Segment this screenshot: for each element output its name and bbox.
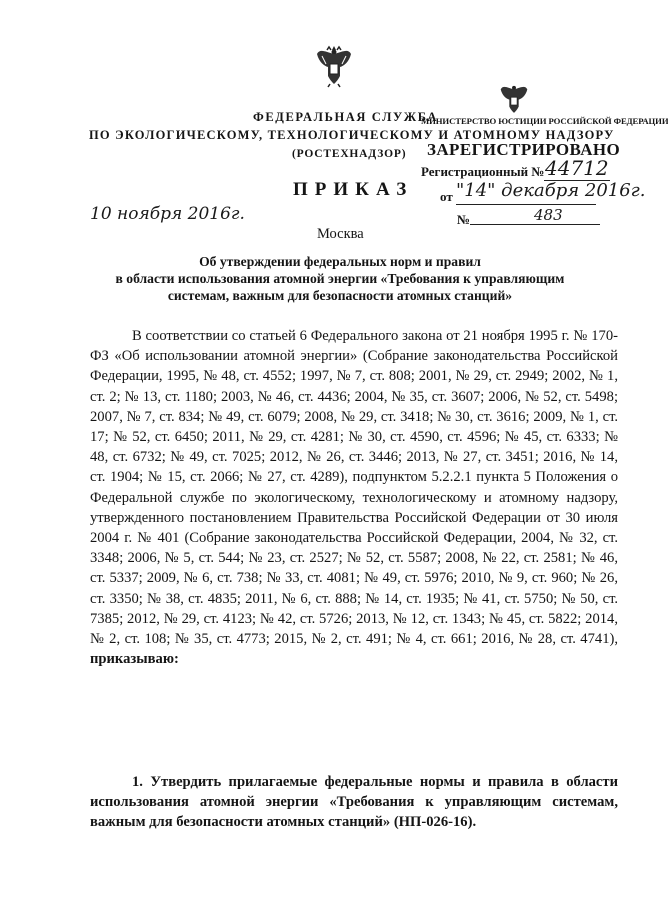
stamp-from-label: от <box>440 189 453 204</box>
stamp-reg-label: Регистрационный № <box>421 164 545 179</box>
order-number: 483 <box>534 206 563 224</box>
para2-text: 1. Утвердить прилагаемые федеральные нормы и правила в области использования атомной энергии «Требования к управляющим системам, важным для безопасности атомных станций» (НП-026-16). <box>90 774 618 831</box>
body-paragraph-1 <box>90 326 618 669</box>
stamp-registered: ЗАРЕГИСТРИРОВАНО <box>427 140 621 159</box>
agency-name-line2: ПО ЭКОЛОГИЧЕСКОМУ, ТЕХНОЛОГИЧЕСКОМУ И АТОМНОМУ НАДЗОРУ <box>89 128 615 142</box>
title-line-1: Об утверждении федеральных норм и правил <box>199 254 481 269</box>
stamp-reg-date: "14" декабря 2016г. <box>456 180 646 201</box>
stamp-reg-number: 44712 <box>545 156 609 180</box>
reg-date-underline <box>456 204 596 205</box>
doc-type-title: ПРИКАЗ <box>293 179 414 200</box>
city: Москва <box>317 226 364 242</box>
order-number-label: № <box>457 212 471 227</box>
stamp-ministry: МИНИСТЕРСТВО ЮСТИЦИИ РОССИЙСКОЙ ФЕДЕРАЦИИ <box>421 116 668 126</box>
order-number-underline <box>470 224 600 225</box>
order-date: 10 ноября 2016г. <box>90 204 245 224</box>
stamp-emblem <box>497 80 531 116</box>
order-title <box>90 253 590 304</box>
para1-text: В соответствии со статьей 6 Федерального закона от 21 ноября 1995 г. № 170-ФЗ «Об использовании атомной энергии» (Собрание законодательства Российской Федерации, 1995, № 48, ст. 4552; 1997, № 7, ст. 808; 2001, № 29, ст. 2949; 2002, № 1, ст. 2; № 13, ст. 1180; 2003, № 46, ст. 4436; 2004, № 35, ст. 3607; 2006, № 52, ст. 5498; 2007, № 7, ст. 834; № 49, ст. 6079; 2008, № 29, ст. 3418; № 30, ст. 3616; 2009, № 1, ст. 17; № 52, ст. 6450; 2011, № 29, ст. 4281; № 30, ст. 4590, ст. 4596; № 45, ст. 6333; № 48, ст. 6732; № 49, ст. 7025; 2012, № 26, ст. 3446; 2013, № 27, ст. 3451; 2016, № 14, ст. 1904; № 15, ст. 2066; № 27, ст. 4289), подпунктом 5.2.2.1 пункта 5 Положения о Федеральной службе по экологическому, технологическому и атомному надзору, утвержденного постановлением Правительства Российской Федерации от 30 июля 2004 г. № 401 (Собрание законодательства Российской Федерации, 2004, № 32, ст. 3348; 2006, № 5, ст. 544; № 23, ст. 2527; № 52, ст. 5587; 2008, № 22, ст. 2581; № 46, ст. 5337; 2009, № 6, ст. 738; № 33, ст. 4081; № 49, ст. 5976; 2010, № 9, ст. 960; № 26, ст. 3350; № 38, ст. 4835; 2011, № 6, ст. 888; № 14, ст. 1935; № 41, ст. 5750; № 50, ст. 7385; 2012, № 29, ст. 4123; № 42, ст. 5726; 2013, № 12, ст. 1343; № 45, ст. 5822; 2014, № 2, ст. 108; № 35, ст. 4773; 2015, № 2, ст. 491; № 4, ст. 661; 2016, № 28, ст. 4741), <box>90 328 618 648</box>
agency-short-name: (РОСТЕХНАДЗОР) <box>292 148 407 160</box>
agency-name-line1: ФЕДЕРАЛЬНАЯ СЛУЖБА <box>253 110 439 124</box>
title-line-2: в области использования атомной энергии «Требования к управляющим <box>115 271 565 286</box>
title-line-3: системам, важным для безопасности атомных станций» <box>167 288 513 303</box>
para1-command: приказываю: <box>90 651 179 668</box>
coat-of-arms-emblem <box>314 42 354 88</box>
body-paragraph-2 <box>90 772 618 833</box>
